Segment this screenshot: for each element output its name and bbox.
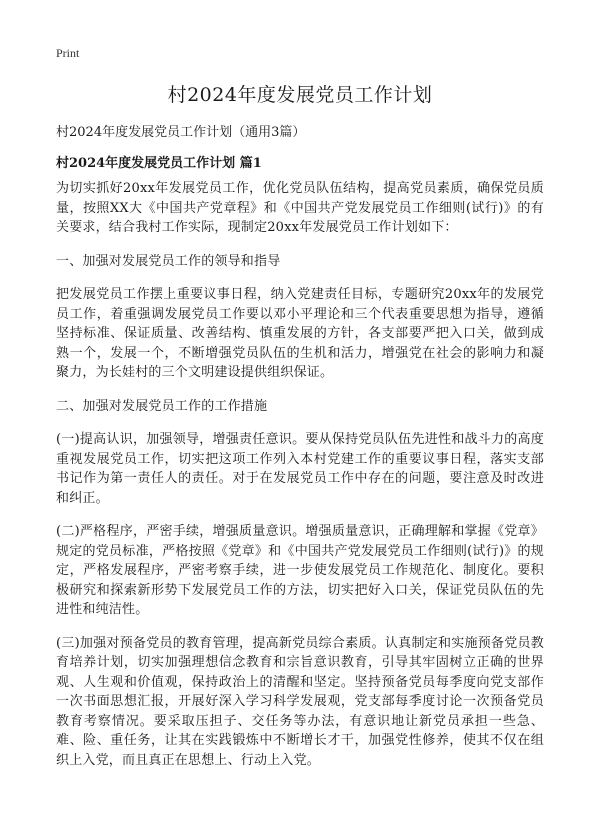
document-subtitle: 村2024年度发展党员工作计划（通用3篇） — [56, 125, 306, 140]
measure-paragraph-2: (二)严格程序，严密手续，增强质量意识。增强质量意识，正确理解和掌握《党章》规定的党员标准，严格按照《党章》和《中国共产党发展党员工作细则(试行)》的规定，严格发展程序，严密考察手续，进一步使发展党员工作规范化、制度化。要积极研究和探索新形势下发展党员工作的方法，切实把好入口关，保证党员队伍的先进性和纯洁性。 — [56, 524, 544, 617]
section-heading: 村2024年度发展党员工作计划 篇1 — [56, 156, 262, 171]
page-title: 村2024年度发展党员工作计划 — [167, 84, 433, 106]
print-link[interactable]: Print — [56, 46, 80, 60]
document-body — [56, 179, 544, 784]
measure-paragraph-3: (三)加强对预备党员的教育管理，提高新党员综合素质。认真制定和实施预备党员教育培养计划，切实加强理想信念教育和宗旨意识教育，引导其牢固树立正确的世界观、人生观和价值观，保持政治上的清醒和坚定。坚持预备党员每季度向党支部作一次书面思想汇报，开展好深入学习科学发展观，党支部每季度讨论一次预备党员教育考察情况。要采取压担子、交任务等办法，有意识地让新党员承担一些急、难、险、重任务，让其在实践锻炼中不断增长才干，加强党性修养，使其不仅在组织上入党，而且真正在思想上、行动上入党。 — [56, 635, 544, 768]
subheading-measures: 二、加强对发展党员工作的工作措施 — [56, 398, 268, 414]
measure-paragraph-1: (一)提高认识，加强领导，增强责任意识。要从保持党员队伍先进性和战斗力的高度重视发展党员工作，切实把这项工作列入本村党建工作的重要议事日程，落实支部书记作为第一责任人的责任。对于在发展党员工作中存在的问题，要注意及时改进和纠正。 — [56, 432, 544, 506]
intro-paragraph: 为切实抓好20xx年发展党员工作，优化党员队伍结构，提高党员素质，确保党员质量，按照XX大《中国共产党章程》和《中国共产党发展党员工作细则(试行)》的有关要求，结合我村工作实际，现制定20xx年发展党员工作计划如下： — [56, 181, 544, 235]
leadership-paragraph: 把发展党员工作摆上重要议事日程，纳入党建责任目标，专题研究20xx年的发展党员工作，着重强调发展党员工作要以邓小平理论和三个代表重要思想为指导，遵循坚持标准、保证质量、改善结构、慎重发展的方针，各支部要严把入口关，做到成熟一个，发展一个，不断增强党员队伍的生机和活力，增强党在社会的影响力和凝聚力，为长娃村的三个文明建设提供组织保证。 — [56, 287, 544, 380]
subheading-leadership: 一、加强对发展党员工作的领导和指导 — [56, 253, 281, 269]
